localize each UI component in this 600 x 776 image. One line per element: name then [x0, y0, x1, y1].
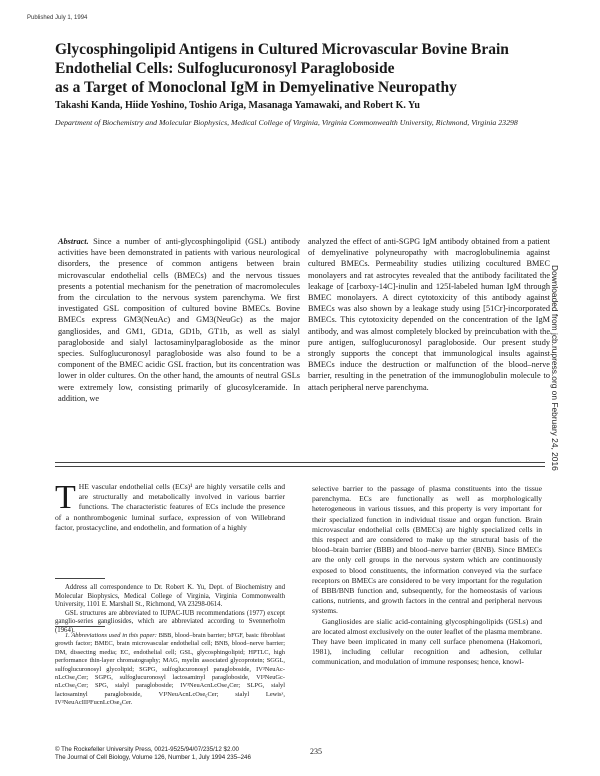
intro-text-right-p2: Gangliosides are sialic acid-containing glycosphingolipids (GSLs) and are located almost exclusively on the outer leaflet of the plasma membrane. They have been implicated in many cell surface phenomena (Hakomori, 1981), including cellular recognition and adhesion, cellular communication, and modulation of immune responses; hence, knowl- — [312, 616, 542, 667]
abstract-text-left: Since a number of anti-glycosphingolipid (GSL) antibody activities have been demonstrated in patients with various neurological disorders, the presence of common antigens between brain microvascular endothelial cells (BMECs) and the nervous tissues presents a potential mechanism for the penetration of macromolecules from the circulation to the nervous system parenchyma. We first investigated GSL composition of cultured bovine BMECs. Bovine BMECs express GM3(NeuAc) and GM3(NeuGc) as the major gangliosides, and GM1, GD1a, GD1b, GT1b, as well as sialyl paragloboside and sialyl lactosaminylparagloboside as the minor species. Sulfoglucuronosyl paragloboside was also found to be a component of the BMEC acidic GSL fraction, but its concentration was lower in older cultures. On the other hand, the amounts of neutral GSLs were extremely low, consisting primarily of glucosylceramide. In addition, we — [58, 237, 300, 403]
intro-text-right-p1: selective barrier to the passage of plasma constituents into the tissue parenchyma. ECs are functionally as well as morphologically heterogeneous in various tissues, and this property is very important for their specialized function in individual tissue and organ function. Brain microvascular endothelial cells (BMECs) are highly specialized cells in this respect and are considered to make up the structural basis of the blood–brain barrier (BBB) and blood–nerve barrier (BNB). Since BMECs are the only cell groups in the nervous system which are continuously exposed to blood constituents, the information conveyed via the surface receptors on BMECs are considered to be very important for the regulation of BBB/BNB function and, subsequently, for the homeostasis of various cations, nutrients, and growth factors in the central and peripheral nervous systems. — [312, 484, 542, 616]
author-list: Takashi Kanda, Hiide Yoshino, Toshio Ariga, Masanaga Yamawaki, and Robert K. Yu — [55, 100, 420, 111]
abstract-label: Abstract. — [58, 237, 89, 246]
title-line-1: Glycosphingolipid Antigens in Cultured Microvascular Bovine Brain — [55, 41, 509, 58]
drop-cap: T — [55, 479, 76, 516]
published-date: Published July 1, 1994 — [27, 15, 88, 21]
correspondence-note — [55, 584, 285, 636]
intro-right-column — [312, 484, 542, 668]
download-watermark: Downloaded from jcb.rupress.org on February 24, 2016 — [550, 265, 560, 471]
abstract-left-column — [58, 236, 300, 404]
page-number: 235 — [310, 747, 322, 756]
journal-footer — [55, 746, 315, 762]
correspondence-text: Address all correspondence to Dr. Robert K. Yu, Dept. of Biochemistry and Molecular Biophysics, Medical College of Virginia, Virginia Commonwealth University, 1101 E. Marshall St., Richmond, VA 23298-0614. — [55, 584, 285, 609]
abbreviations-label: 1. Abbreviations used in this paper: — [65, 632, 157, 639]
affiliation: Department of Biochemistry and Molecular Biophysics, Medical College of Virginia, Virginia Commonwealth University, Richmond, Virginia 23298 — [55, 118, 518, 127]
abstract-right-column — [308, 236, 550, 393]
abbreviations-text: BBB, blood–brain barrier; bFGF, basic fibroblast growth factor; BMEC, brain microvascular endothelial cell; BNB, blood–nerve barrier; DM, dissecting media; EC, endothelial cell; GSL, glycosphingolipid; HPTLC, high performance thin-layer chromatography; MAG, myelin associated glycoprotein; SGGL, sulfoglucuronosyl glycolipid; SGPG, sulfoglucuronosyl paragloboside, IV³NeuAc-nLcOse₄Cer; SGPG, sulfoglucuronosyl lactosaminyl paragloboside, VI³NeuGc-nLcOse₆Cer; SPG, sialyl paragloboside; IV³NeuAcnLcOse₄Cer; SLPG, sialyl lactosaminyl paragloboside, VI³NeuAcnLcOse₆Cer; sialyl Lewisˣ, IV³NeuAcIII³FucnLcOse₄Cer. — [55, 632, 285, 707]
citation-line: The Journal of Cell Biology, Volume 126, Number 1, July 1994 235–246 — [55, 754, 251, 761]
intro-text-left: HE vascular endothelial cells (ECs)¹ are highly versatile cells and are structurally and metabolically involved in various barrier functions. The characteristic features of ECs include the presence of a nonthrombogenic luminal surface, expression of von Willebrand factor, prostacycline, and endothelin, and formation of a highly — [55, 482, 285, 532]
copyright-line: © The Rockefeller University Press, 0021-9525/94/07/235/12 $2.00 — [55, 746, 239, 753]
section-divider-top — [55, 462, 545, 463]
abbreviations-footnote — [55, 632, 285, 708]
title-line-2: Endothelial Cells: Sulfoglucuronosyl Paragloboside — [55, 60, 395, 77]
abbreviation-rule — [55, 626, 105, 627]
section-divider-bottom — [55, 466, 545, 467]
abstract-text-right: analyzed the effect of anti-SGPG IgM antibody obtained from a patient of demyelinative polyneuropathy with macroglobulinemia against cultured BMECs. Permeability studies utilizing cocultured BMEC monolayers and rat astrocytes revealed that the antibody facilitated the leakage of [carboxy-14C]-inulin and 125I-labeled human IgM through BMEC monolayers. A direct cytotoxicity of this antibody against BMECs was also shown by a leakage study using [51Cr]-incorporated BMECs. This cytotoxicity depended on the concentration of the IgM antibody, and was almost completely blocked by preincubation with the pure antigen, sulfoglucuronosyl paragloboside. Our present study strongly supports the concept that immunological insults against BMECs induce the destruction or malfunction of the blood–nerve barrier, resulting in the penetration of the immunoglobulin molecule to attach peripheral nerve parenchyma. — [308, 237, 550, 392]
title-line-3: as a Target of Monoclonal IgM in Demyelinative Neuropathy — [55, 79, 457, 96]
intro-left-column — [55, 479, 285, 533]
footnote-rule — [55, 578, 105, 579]
article-title — [55, 40, 535, 97]
nomenclature-text: GSL structures are abbreviated to IUPAC-IUB recommendations (1977) except ganglio-series gangliosides, which are abbreviated according to Svennerholm (1964). — [55, 609, 285, 634]
